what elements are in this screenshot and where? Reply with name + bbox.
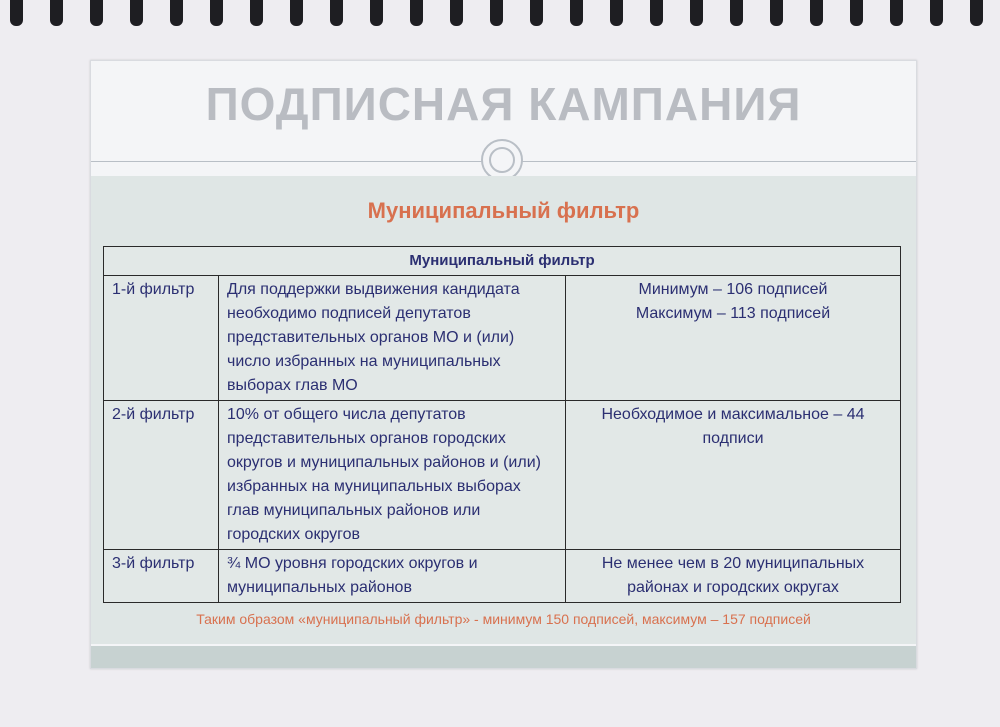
- binder-ring: [890, 0, 903, 26]
- binder-ring: [650, 0, 663, 26]
- binder-ring: [290, 0, 303, 26]
- summary-footnote: Таким образом «муниципальный фильтр» - минимум 150 подписей, максимум – 157 подписей: [196, 611, 811, 627]
- table-row: [104, 550, 901, 603]
- row-value-line: Не менее чем в 20 муниципальных: [601, 555, 865, 572]
- table-header: Муниципальный фильтр: [104, 247, 901, 276]
- row-value-line: Минимум – 106 подписей: [638, 281, 828, 298]
- binder-ring: [50, 0, 63, 26]
- row-value-line: подписи: [702, 430, 764, 447]
- binder-ring: [90, 0, 103, 26]
- slide-title: ПОДПИСНАЯ КАМПАНИЯ: [205, 78, 802, 130]
- binder-ring: [850, 0, 863, 26]
- slide: [90, 60, 917, 669]
- row-description: 10% от общего числа депутатов представительных органов городских округов и муниципальных районов и (или) избранных на муниципальных выборах глав муниципальных районов или городских округов: [219, 401, 566, 550]
- divider-circle-ornament: [481, 139, 523, 181]
- row-label: 2-й фильтр: [104, 401, 219, 550]
- binder-ring: [130, 0, 143, 26]
- binder-ring: [610, 0, 623, 26]
- binder-ring: [330, 0, 343, 26]
- binder-ring: [10, 0, 23, 26]
- binder-ring: [970, 0, 983, 26]
- binder-ring: [570, 0, 583, 26]
- row-description: Для поддержки выдвижения кандидата необходимо подписей депутатов представительных органов МО и (или) число избранных на муниципальных выборах глав МО: [219, 276, 566, 401]
- binder-ring: [450, 0, 463, 26]
- row-value: [566, 401, 901, 550]
- table-row: [104, 401, 901, 550]
- binder-ring: [410, 0, 423, 26]
- binder-ring: [770, 0, 783, 26]
- binder-ring: [930, 0, 943, 26]
- binder-ring: [810, 0, 823, 26]
- binder-ring: [690, 0, 703, 26]
- binder-ring: [490, 0, 503, 26]
- binder-ring: [210, 0, 223, 26]
- filter-table: [103, 246, 901, 603]
- slide-content: [91, 176, 916, 644]
- row-value-line: Максимум – 113 подписей: [635, 305, 831, 322]
- binder-ring: [370, 0, 383, 26]
- table-row: [104, 276, 901, 401]
- binder-rings: [0, 0, 1000, 28]
- binder-ring: [530, 0, 543, 26]
- row-label: 1-й фильтр: [104, 276, 219, 401]
- row-value: [566, 276, 901, 401]
- row-value-line: Необходимое и максимальное – 44: [601, 406, 865, 423]
- binder-ring: [250, 0, 263, 26]
- row-description: ¾ МО уровня городских округов и муниципальных районов: [219, 550, 566, 603]
- row-value-line: районах и городских округах: [627, 579, 839, 596]
- row-value: [566, 550, 901, 603]
- binder-ring: [170, 0, 183, 26]
- bottom-band: [91, 646, 916, 668]
- row-label: 3-й фильтр: [104, 550, 219, 603]
- slide-subtitle: Муниципальный фильтр: [367, 198, 640, 223]
- binder-ring: [730, 0, 743, 26]
